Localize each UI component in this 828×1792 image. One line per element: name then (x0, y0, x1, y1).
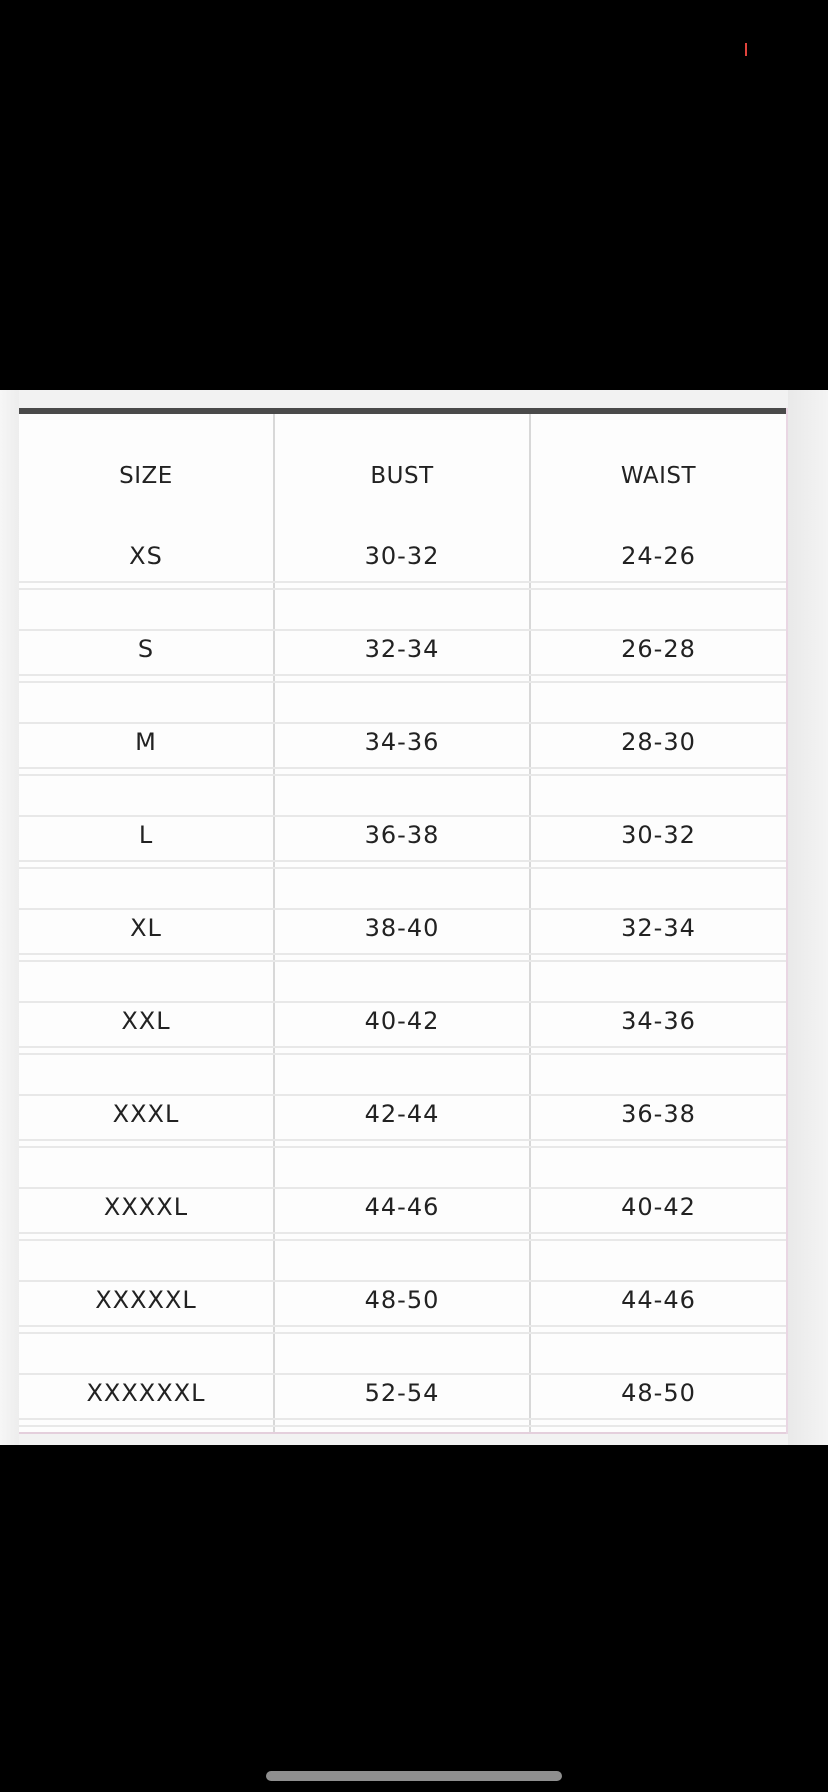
header-size: SIZE (119, 463, 173, 489)
row-grid-line (19, 1232, 786, 1234)
cell-size: XXXL (112, 1100, 180, 1128)
row-grid-line (19, 581, 786, 583)
photo-edge-left (0, 390, 19, 1445)
photo-edge-right (788, 390, 828, 1445)
cell-waist: 26-28 (621, 635, 696, 663)
cell-size: XXXXXXL (86, 1379, 206, 1407)
cell-bust: 36-38 (364, 821, 440, 849)
row-grid-line (19, 767, 786, 769)
cell-waist: 40-42 (621, 1193, 696, 1221)
row-grid-line (19, 588, 786, 590)
row-grid-line (19, 953, 786, 955)
row-grid-line (19, 1280, 786, 1282)
cell-size: XXXXL (103, 1193, 189, 1221)
cell-waist: 48-50 (621, 1379, 696, 1407)
cell-bust: 48-50 (364, 1286, 440, 1314)
cell-waist: 32-34 (621, 914, 696, 942)
cell-bust: 52-54 (364, 1379, 440, 1407)
row-grid-line (19, 860, 786, 862)
cell-waist: 36-38 (621, 1100, 696, 1128)
row-grid-line (19, 1146, 786, 1148)
row-grid-line (19, 1187, 786, 1189)
status-indicator (745, 43, 747, 56)
header-bust: BUST (370, 463, 434, 489)
cell-size: S (137, 635, 155, 663)
row-grid-line (19, 681, 786, 683)
cell-waist: 30-32 (621, 821, 696, 849)
row-grid-line (19, 1373, 786, 1375)
cell-bust: 38-40 (364, 914, 440, 942)
row-grid-line (19, 1094, 786, 1096)
cell-bust: 40-42 (364, 1007, 440, 1035)
row-grid-line (19, 1418, 786, 1420)
cell-bust: 34-36 (364, 728, 440, 756)
row-grid-line (19, 815, 786, 817)
cell-waist: 24-26 (621, 542, 696, 570)
row-grid-line (19, 1325, 786, 1327)
row-grid-line (19, 908, 786, 910)
row-grid-line (19, 960, 786, 962)
table-bottom-border (19, 1432, 786, 1434)
size-chart-image (0, 390, 828, 1445)
cell-size: M (135, 728, 157, 756)
table-top-border (19, 408, 786, 414)
cell-waist: 34-36 (621, 1007, 696, 1035)
row-grid-line (19, 1332, 786, 1334)
row-grid-line (19, 1046, 786, 1048)
cell-size: XS (129, 542, 163, 570)
cell-size: XXXXXL (95, 1286, 197, 1314)
row-grid-line (19, 774, 786, 776)
row-grid-line (19, 629, 786, 631)
row-grid-line (19, 1239, 786, 1241)
row-grid-line (19, 1139, 786, 1141)
row-grid-line (19, 674, 786, 676)
cell-size: XL (130, 914, 162, 942)
cell-size: L (138, 821, 154, 849)
row-grid-line (19, 1001, 786, 1003)
row-grid-line (19, 1053, 786, 1055)
header-waist: WAIST (620, 463, 697, 489)
row-grid-line (19, 722, 786, 724)
cell-bust: 32-34 (364, 635, 440, 663)
cell-bust: 44-46 (364, 1193, 440, 1221)
row-grid-line (19, 1425, 786, 1427)
home-indicator[interactable] (266, 1771, 562, 1781)
cell-waist: 28-30 (621, 728, 696, 756)
cell-size: XXL (121, 1007, 171, 1035)
cell-bust: 30-32 (364, 542, 440, 570)
size-chart-table (19, 408, 788, 1434)
row-grid-line (19, 867, 786, 869)
cell-waist: 44-46 (621, 1286, 696, 1314)
cell-bust: 42-44 (364, 1100, 440, 1128)
